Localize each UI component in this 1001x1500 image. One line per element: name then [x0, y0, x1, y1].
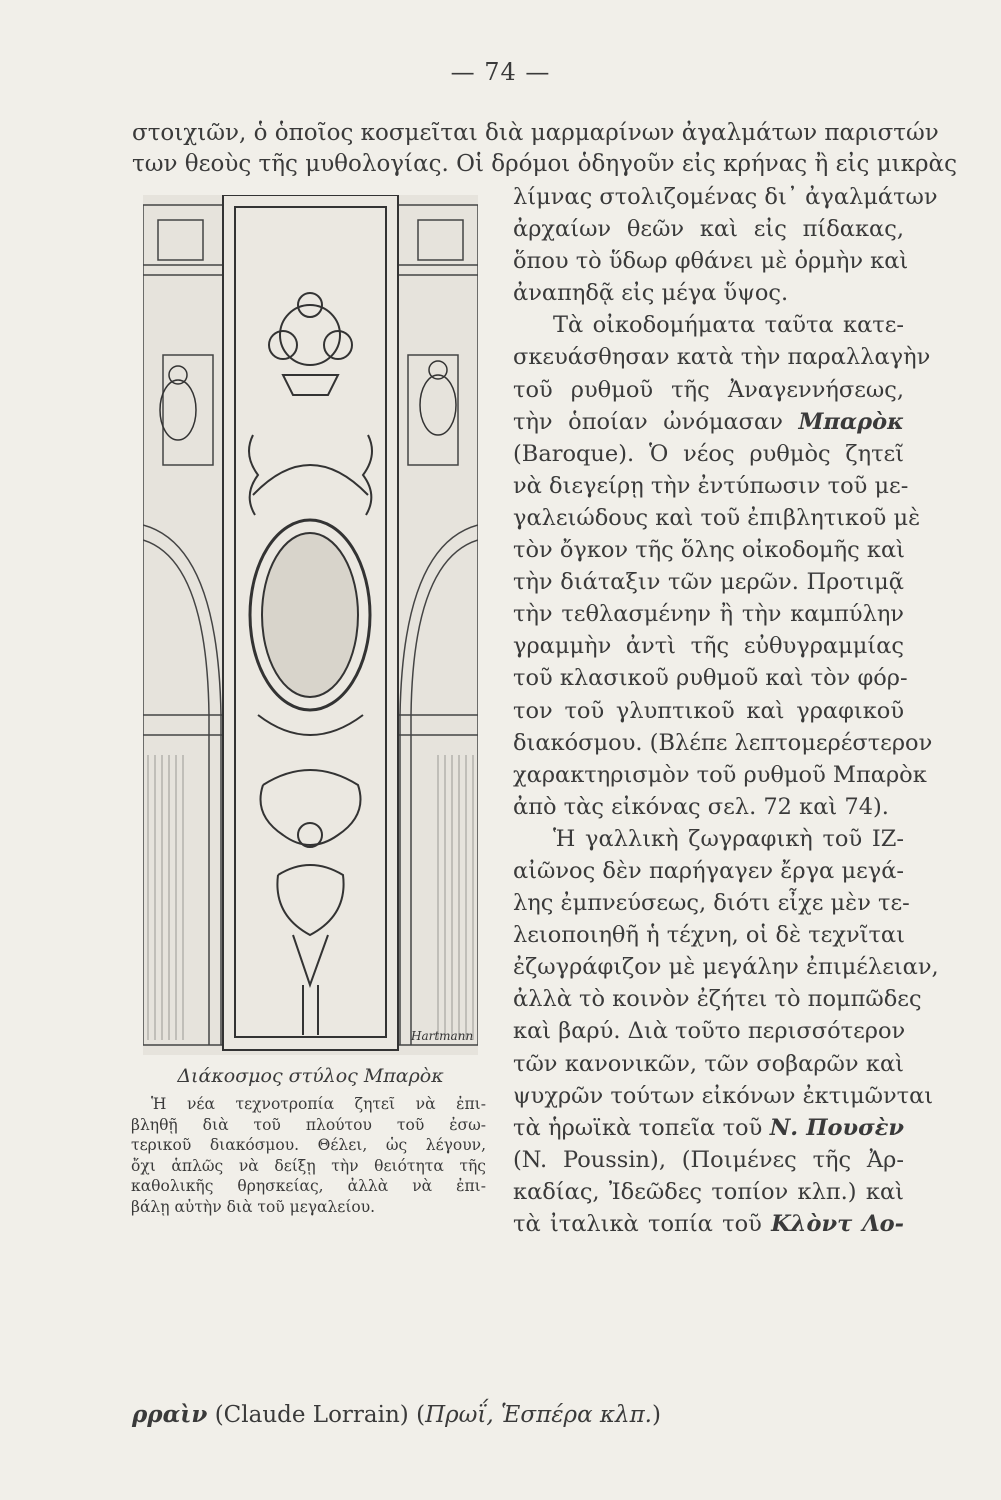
text-line — [513, 406, 904, 438]
text-segment: τὰ ἰταλικὰ τοπία τοῦ — [513, 1211, 762, 1237]
text-line: σκευάσθησαν κατὰ τὴν παραλλαγὴν — [513, 344, 931, 371]
text-line: λειοποιηθῆ ἡ τέχνη, οἱ δὲ τεχνῖται — [513, 922, 905, 949]
figure-caption-body — [131, 1094, 486, 1217]
text-segment: τὰ ἡρωϊκὰ τοπεῖα τοῦ — [513, 1114, 763, 1141]
text-line: τὴν διάταξιν τῶν μερῶν. Προτιμᾷ — [513, 569, 904, 596]
text-line: χαρακτηρισμὸν τοῦ ρυθμοῦ Μπαρὸκ — [513, 761, 927, 788]
text-line: τὸν ὄγκον τῆς ὅλης οἰκοδομῆς καὶ — [513, 537, 905, 564]
text-line: καδίας, Ἰδεῶδες τοπίον κλπ.) καὶ — [513, 1178, 904, 1205]
text-line: γραμμὴν ἀντὶ τῆς εὐθυγραμμίας — [513, 633, 904, 660]
text-segment: τὴν ὁποίαν ὠνόμασαν — [513, 408, 783, 435]
text-line: τῶν κανονικῶν, τῶν σοβαρῶν καὶ — [513, 1050, 904, 1077]
text-line: τοῦ ρυθμοῦ τῆς Ἀναγεννήσεως, — [513, 376, 904, 403]
text-line: τὴν τεθλασμένην ἢ τὴν καμπύλην — [513, 601, 904, 628]
text-line: ψυχρῶν τούτων εἰκόνων ἐκτιμῶνται — [513, 1082, 934, 1109]
text-line — [513, 1112, 904, 1144]
baroque-column-engraving — [143, 195, 478, 1055]
text-line: λης ἐμπνεύσεως, διότι εἶχε μὲν τε- — [513, 890, 910, 917]
caption-line: τερικοῦ διακόσμου. Θέλει, ὡς λέγουν, — [131, 1136, 486, 1154]
text-line: Ἡ γαλλικὴ ζωγραφικὴ τοῦ ΙΖ- — [553, 825, 904, 852]
caption-line: Ἡ νέα τεχνοτροπία ζητεῖ νὰ ἐπι- — [151, 1095, 486, 1113]
text-line: νὰ διεγείρῃ τὴν ἐντύπωσιν τοῦ με- — [513, 472, 909, 499]
text-line: τοῦ κλασικοῦ ρυθμοῦ καὶ τὸν φόρ- — [513, 665, 908, 692]
caption-line: βληθῇ διὰ τοῦ πλούτου τοῦ ἐσω- — [131, 1115, 486, 1134]
text-line: διακόσμου. (Βλέπε λεπτομερέστερον — [513, 729, 933, 756]
text-segment: (Claude Lorrain) ( — [207, 1402, 426, 1428]
caption-line: ὄχι ἁπλῶς νὰ δείξῃ τὴν θειότητα τῆς — [131, 1156, 486, 1175]
final-line — [132, 1400, 904, 1430]
baroque-term: Μπαρὸκ — [798, 408, 904, 435]
text-segment: ) — [652, 1402, 661, 1428]
text-line: Τὰ οἰκοδομήματα ταῦτα κατε- — [553, 312, 904, 339]
text-line: αἰῶνος δὲν παρήγαγεν ἔργα μεγά- — [513, 857, 904, 884]
lorrain-name-part1: Κλὸντ Λο- — [771, 1211, 904, 1237]
text-line: ὅπου τὸ ὕδωρ φθάνει μὲ ὁρμὴν καὶ — [513, 248, 909, 275]
right-text-column — [513, 181, 939, 1240]
figure-caption-title: Διάκοσμος στύλος Μπαρὸκ — [177, 1065, 444, 1087]
text-line: ἐζωγράφιζον μὲ μεγάλην ἐπιμέλειαν, — [513, 954, 939, 981]
text-line: ἀναπηδᾷ εἰς μέγα ὕψος. — [513, 280, 789, 307]
page-number: — 74 — — [450, 58, 551, 86]
text-line: λίμνας στολιζομένας δι᾽ ἀγαλμάτων — [513, 184, 938, 210]
central-pilaster — [223, 195, 398, 1050]
text-line: ἀρχαίων θεῶν καὶ εἰς πίδακας, — [513, 216, 904, 243]
text-line: ἀπὸ τὰς εἰκόνας σελ. 72 καὶ 74). — [513, 793, 889, 820]
text-line: (Baroque). Ὁ νέος ρυθμὸς ζητεῖ — [513, 440, 904, 467]
painting-titles: Πρωΐ, Ἑσπέρα κλπ. — [425, 1402, 652, 1428]
body-line-2: των θεοὺς τῆς μυθολογίας. Οἱ δρόμοι ὁδηγοῦν εἰς κρήνας ἢ εἰς μικρὰς — [132, 151, 957, 177]
text-line: (N. Poussin), (Ποιμένες τῆς Ἀρ- — [513, 1146, 904, 1173]
text-line: ἀλλὰ τὸ κοινὸν ἐζήτει τὸ πομπῶδες — [513, 986, 922, 1013]
poussin-name: Ν. Πουσὲν — [769, 1114, 904, 1141]
text-line: γαλειώδους καὶ τοῦ ἐπιβλητικοῦ μὲ — [513, 504, 921, 531]
lorrain-name-part2: ρραὶν — [132, 1401, 208, 1428]
text-line: καὶ βαρύ. Διὰ τοῦτο περισσότερον — [513, 1018, 906, 1045]
artist-signature: Hartmann — [411, 1029, 474, 1043]
body-line-1: στοιχιῶν, ὁ ὁποῖος κοσμεῖται διὰ μαρμαρίνων ἀγαλμάτων παριστών — [132, 120, 939, 146]
caption-line: καθολικῆς θρησκείας, ἀλλὰ νὰ ἐπι- — [131, 1177, 486, 1195]
text-line — [513, 1208, 904, 1240]
text-line: τον τοῦ γλυπτικοῦ καὶ γραφικοῦ — [513, 697, 904, 724]
caption-line: βάλῃ αὐτὴν διὰ τοῦ μεγαλείου. — [131, 1197, 376, 1216]
